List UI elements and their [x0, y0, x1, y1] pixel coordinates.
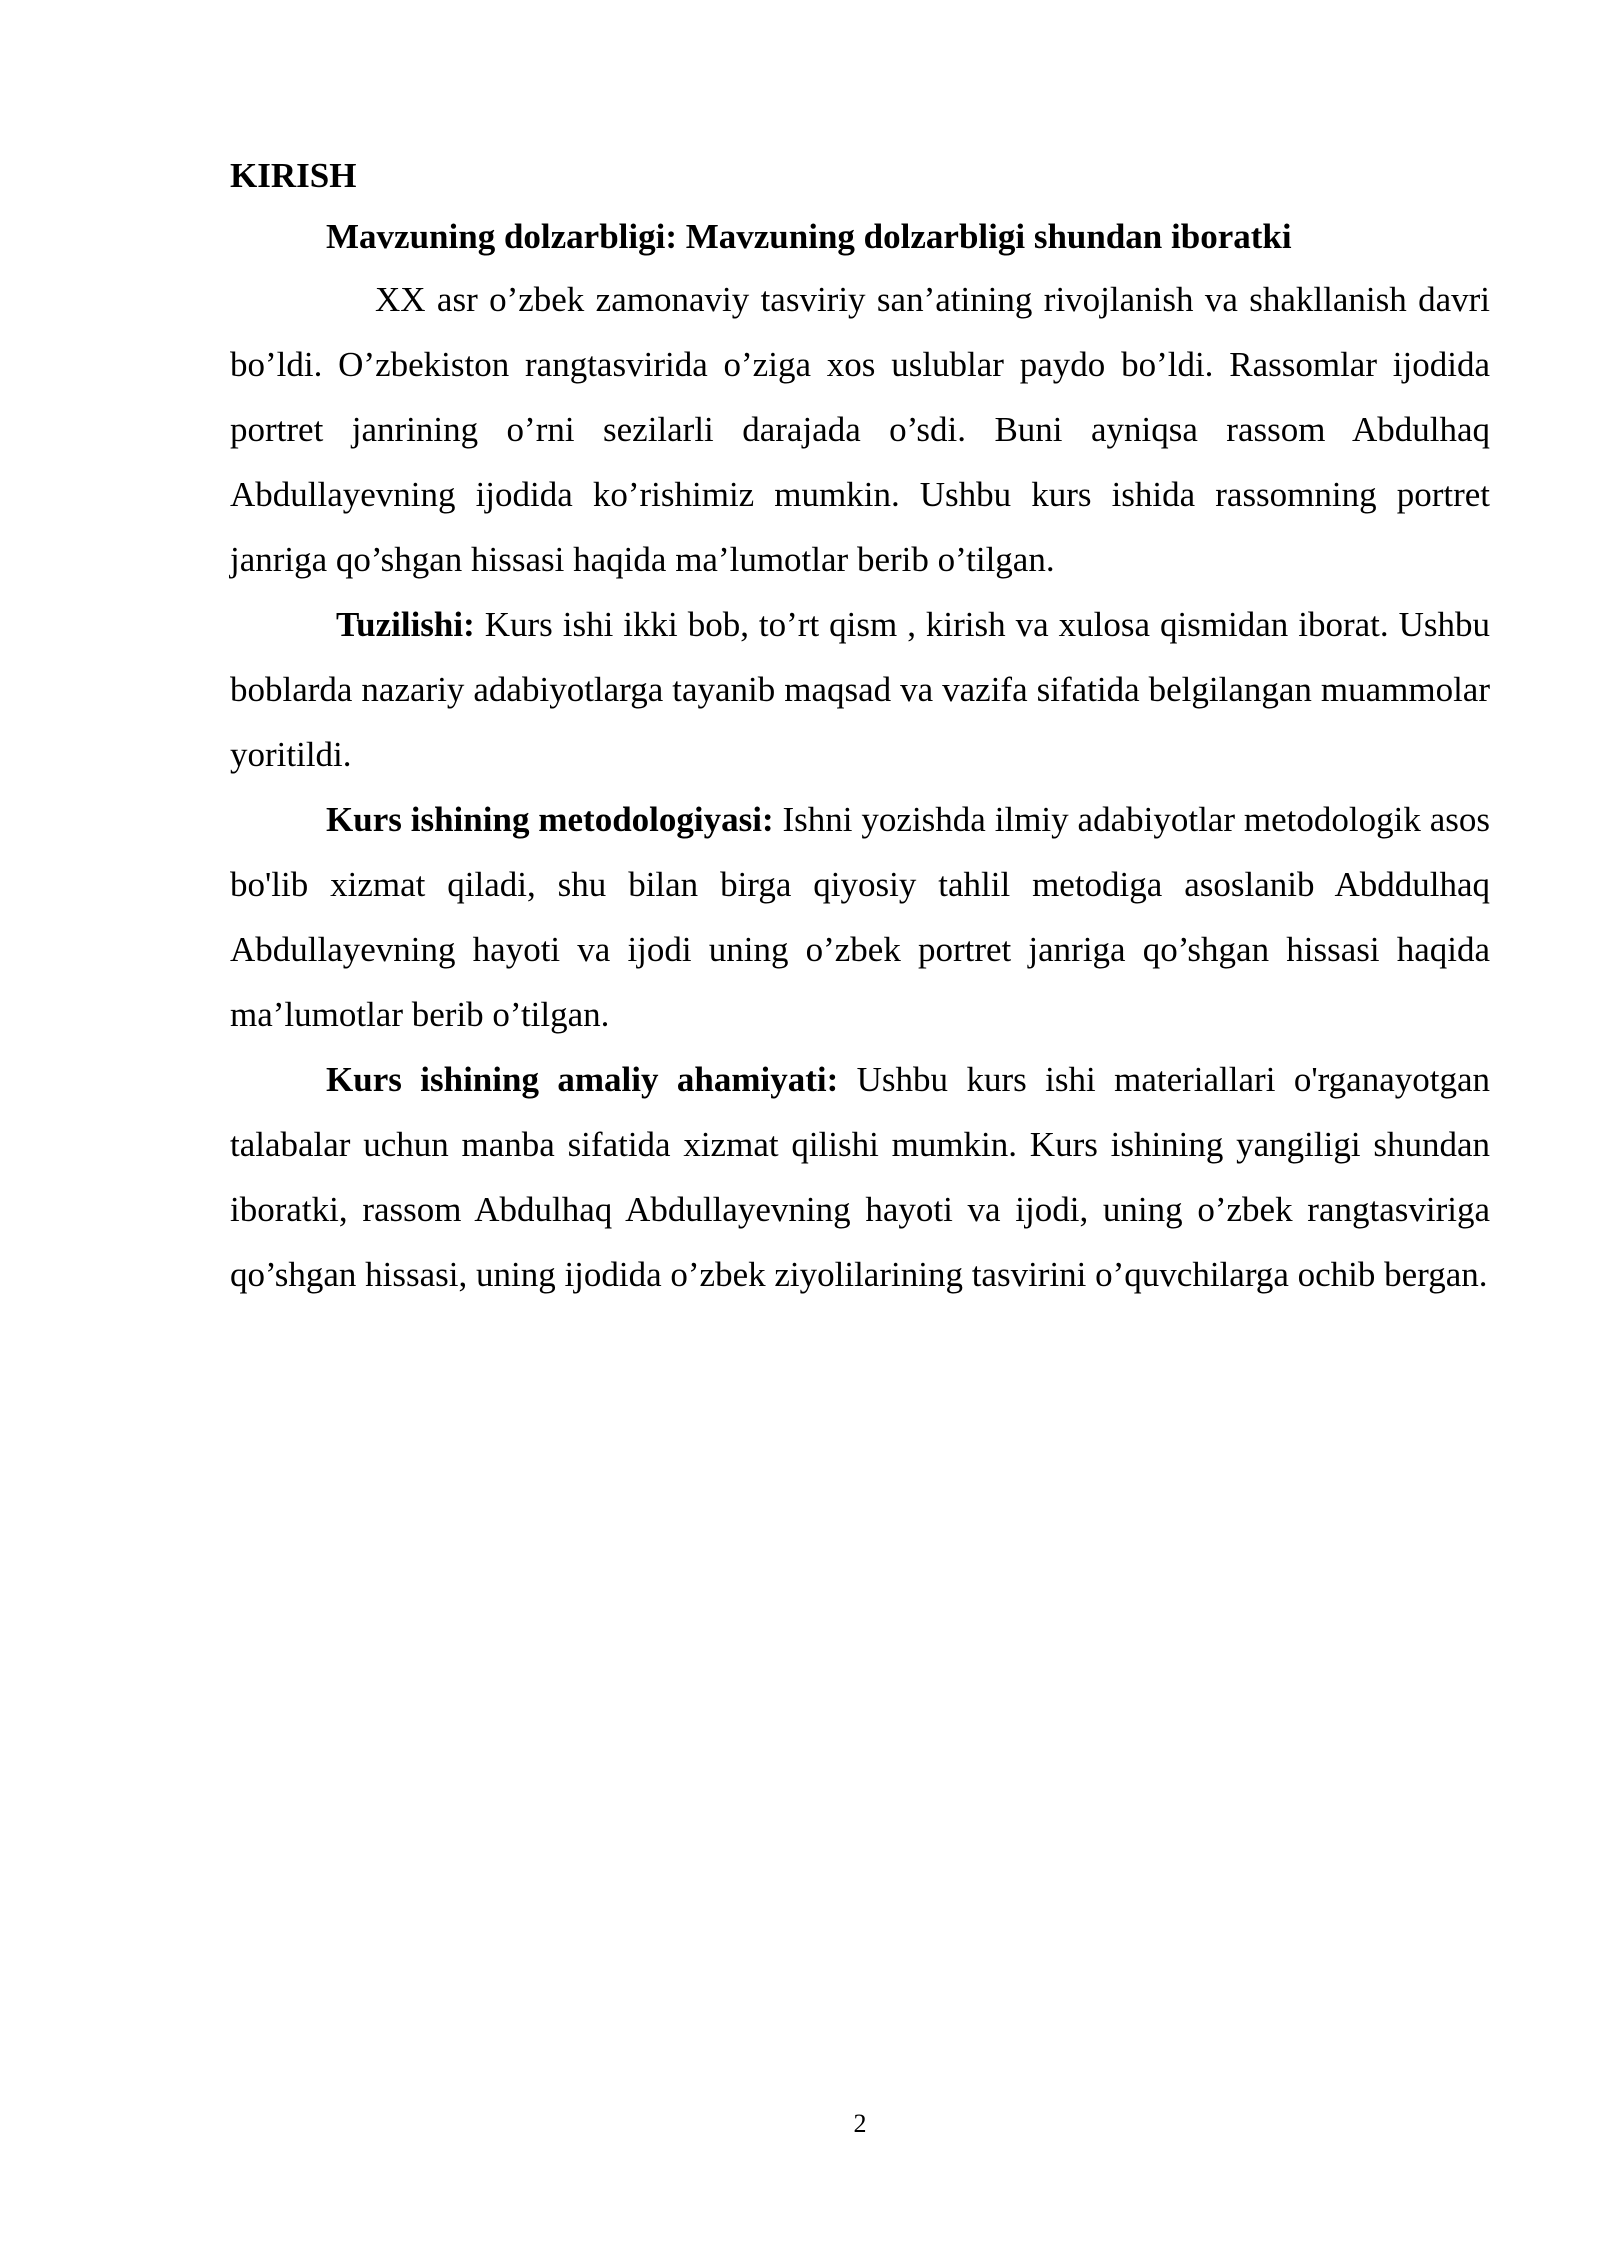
paragraph-structure-text: Kurs ishi ikki bob, to’rt qism , kirish va xulosa qismidan iborat. Ushbu boblarda nazariy adabiyotlarga tayanib maqsad va vazifa sifatida belgilangan muammolar yoritildi. [230, 605, 1490, 774]
page-content [230, 147, 1490, 1307]
paragraph-practical-significance-label: Kurs ishining amaliy ahamiyati: [326, 1060, 839, 1099]
paragraph-structure-label: Tuzilishi: [336, 605, 475, 644]
subsection-heading: Mavzuning dolzarbligi: Mavzuning dolzarbligi shundan iboratki [326, 217, 1292, 256]
section-heading: KIRISH [230, 156, 357, 195]
paragraph-structure [230, 592, 1490, 787]
paragraph-methodology-label: Kurs ishining metodologiyasi: [326, 800, 774, 839]
paragraph-methodology-text: Ishni yozishda ilmiy adabiyotlar metodologik asos bo'lib xizmat qiladi, shu bilan birga qiyosiy tahlil metodiga asoslanib Abddulhaq Abdullayevning hayoti va ijodi uning o’zbek portret janriga qo’shgan hissasi haqida ma’lumotlar berib o’tilgan. [230, 800, 1490, 1034]
paragraph-methodology [230, 787, 1490, 1047]
paragraph-relevance: XX asr o’zbek zamonaviy tasviriy san’atining rivojlanish va shakllanish davri bo’ldi. O’zbekiston rangtasvirida o’ziga xos uslublar paydo bo’ldi. Rassomlar ijodida portret janrining o’rni sezilarli darajada o’sdi. Buni ayniqsa rassom Abdulhaq Abdullayevning ijodida ko’rishimiz mumkin. Ushbu kurs ishida rassomning portret janriga qo’shgan hissasi haqida ma’lumotlar berib o’tilgan. [230, 280, 1490, 579]
page-number: 2 [853, 2109, 867, 2138]
paragraph-practical-significance-text: Ushbu kurs ishi materiallari o'rganayotgan talabalar uchun manba sifatida xizmat qilishi mumkin. Kurs ishining yangiligi shundan iboratki, rassom Abdulhaq Abdullayevning hayoti va ijodi, uning o’zbek rangtasviriga qo’shgan hissasi, uning ijodida o’zbek ziyolilarining tasvirini o’quvchilarga ochib bergan. [230, 1060, 1490, 1294]
paragraph-practical-significance [230, 1047, 1490, 1307]
